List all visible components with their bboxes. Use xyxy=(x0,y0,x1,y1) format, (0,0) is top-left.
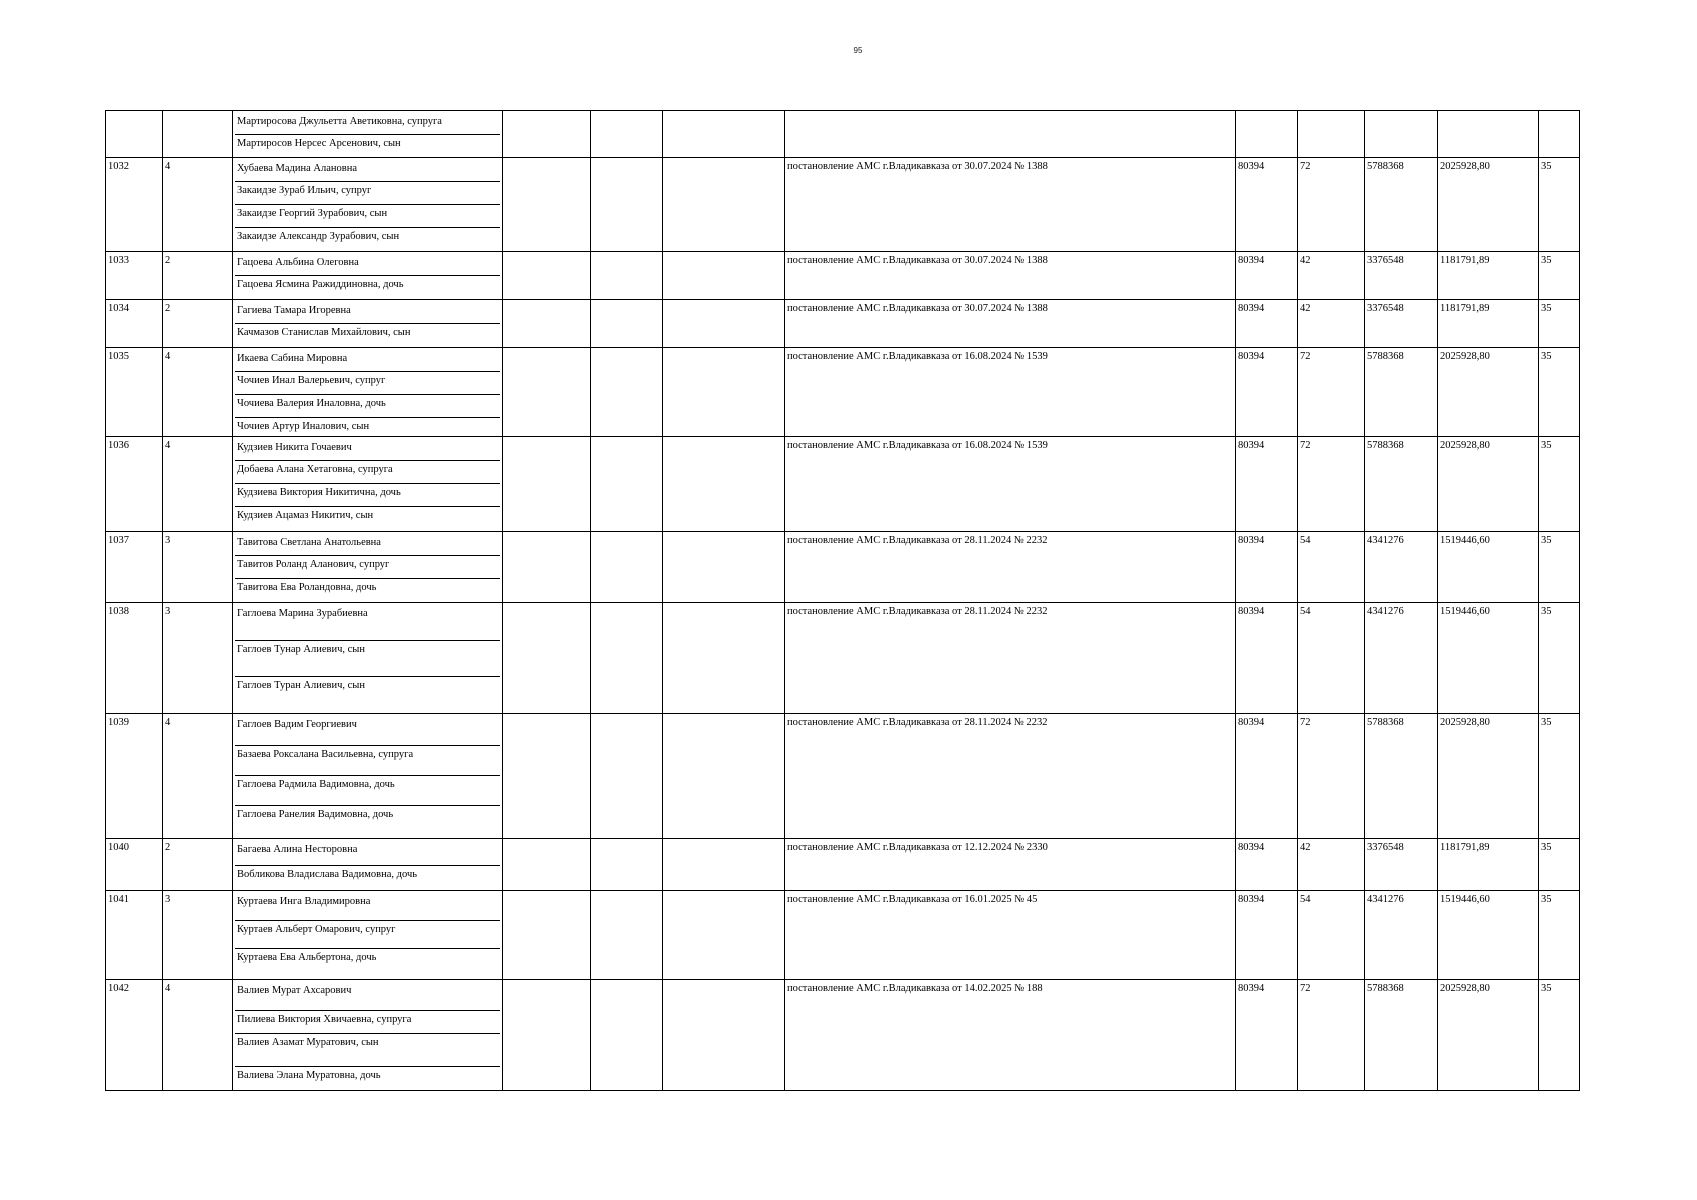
share-cell: 35 xyxy=(1539,839,1580,891)
record-number-cell: 1041 xyxy=(106,891,163,980)
blank-cell-2 xyxy=(591,603,663,714)
table-row xyxy=(106,348,1580,437)
resolution-cell: постановление АМС г.Владикавказа от 30.07.2024 № 1388 xyxy=(785,300,1236,348)
family-member: Валиев Мурат Ахсарович xyxy=(235,982,500,1011)
family-size-cell: 2 xyxy=(163,300,233,348)
price-cell: 5788368 xyxy=(1365,348,1438,437)
area-cell: 54 xyxy=(1298,603,1365,714)
family-member: Закаидзе Зураб Ильич, супруг xyxy=(235,182,500,205)
share-cell: 35 xyxy=(1539,158,1580,252)
table-row xyxy=(106,437,1580,532)
blank-cell-2 xyxy=(591,158,663,252)
family-member: Гацоева Ясмина Ражиддиновна, дочь xyxy=(237,279,404,290)
record-number-cell: 1035 xyxy=(106,348,163,437)
area-cell: 72 xyxy=(1298,437,1365,532)
family-member: Гацоева Альбина Олеговна xyxy=(235,254,500,276)
family-size-cell: 4 xyxy=(163,158,233,252)
code-cell: 80394 xyxy=(1236,980,1298,1091)
family-members-cell xyxy=(233,252,503,300)
family-member: Валиева Элана Муратовна, дочь xyxy=(237,1070,381,1081)
blank-cell-1 xyxy=(503,891,591,980)
code-cell: 80394 xyxy=(1236,300,1298,348)
table-row xyxy=(106,252,1580,300)
amount-cell: 2025928,80 xyxy=(1438,437,1539,532)
price-cell: 5788368 xyxy=(1365,437,1438,532)
blank-cell-2 xyxy=(591,532,663,603)
code-cell xyxy=(1236,111,1298,158)
resolution-cell: постановление АМС г.Владикавказа от 12.12.2024 № 2330 xyxy=(785,839,1236,891)
blank-cell-2 xyxy=(591,714,663,839)
blank-cell-3 xyxy=(663,252,785,300)
family-size-cell: 2 xyxy=(163,839,233,891)
table-row xyxy=(106,603,1580,714)
page-number: 95 xyxy=(853,46,863,55)
area-cell: 42 xyxy=(1298,839,1365,891)
blank-cell-3 xyxy=(663,839,785,891)
amount-cell: 2025928,80 xyxy=(1438,158,1539,252)
family-members-cell xyxy=(233,300,503,348)
price-cell: 5788368 xyxy=(1365,714,1438,839)
blank-cell-1 xyxy=(503,980,591,1091)
family-member: Куртаева Инга Владимировна xyxy=(235,893,500,921)
blank-cell-1 xyxy=(503,839,591,891)
family-members-cell xyxy=(233,437,503,532)
family-size-cell: 4 xyxy=(163,714,233,839)
price-cell: 5788368 xyxy=(1365,158,1438,252)
resolution-cell: постановление АМС г.Владикавказа от 14.02.2025 № 188 xyxy=(785,980,1236,1091)
area-cell: 72 xyxy=(1298,348,1365,437)
table-row xyxy=(106,891,1580,980)
blank-cell-3 xyxy=(663,437,785,532)
family-member: Кудзиев Ацамаз Никитич, сын xyxy=(237,510,374,521)
family-size-cell: 2 xyxy=(163,252,233,300)
price-cell: 3376548 xyxy=(1365,300,1438,348)
family-member: Гаглоев Тунар Алиевич, сын xyxy=(235,641,500,677)
table-row xyxy=(106,300,1580,348)
blank-cell-2 xyxy=(591,111,663,158)
table-row xyxy=(106,980,1580,1091)
code-cell: 80394 xyxy=(1236,532,1298,603)
family-member: Добаева Алана Хетаговна, супруга xyxy=(235,461,500,484)
price-cell: 4341276 xyxy=(1365,532,1438,603)
blank-cell-2 xyxy=(591,300,663,348)
record-number-cell: 1032 xyxy=(106,158,163,252)
area-cell: 72 xyxy=(1298,714,1365,839)
code-cell: 80394 xyxy=(1236,437,1298,532)
area-cell: 54 xyxy=(1298,891,1365,980)
amount-cell: 1519446,60 xyxy=(1438,532,1539,603)
family-size-cell: 3 xyxy=(163,891,233,980)
table-row xyxy=(106,839,1580,891)
area-cell: 42 xyxy=(1298,252,1365,300)
price-cell: 3376548 xyxy=(1365,252,1438,300)
family-member: Тавитова Ева Роландовна, дочь xyxy=(237,582,377,593)
family-member: Закаидзе Георгий Зурабович, сын xyxy=(235,205,500,228)
amount-cell: 1181791,89 xyxy=(1438,839,1539,891)
family-member: Гаглоев Туран Алиевич, сын xyxy=(237,680,365,691)
family-member: Вобликова Владислава Вадимовна, дочь xyxy=(237,869,418,880)
amount-cell xyxy=(1438,111,1539,158)
price-cell: 3376548 xyxy=(1365,839,1438,891)
family-members-cell xyxy=(233,891,503,980)
record-number-cell: 1036 xyxy=(106,437,163,532)
resolution-cell: постановление АМС г.Владикавказа от 30.07.2024 № 1388 xyxy=(785,252,1236,300)
family-member: Закаидзе Александр Зурабович, сын xyxy=(237,231,400,242)
share-cell: 35 xyxy=(1539,891,1580,980)
blank-cell-1 xyxy=(503,437,591,532)
family-member: Гагиева Тамара Игоревна xyxy=(235,302,500,324)
table-row xyxy=(106,158,1580,252)
family-member: Куртаева Ева Альбертона, дочь xyxy=(237,952,377,963)
blank-cell-1 xyxy=(503,714,591,839)
family-member: Чочиева Валерия Иналовна, дочь xyxy=(235,395,500,418)
area-cell: 54 xyxy=(1298,532,1365,603)
blank-cell-1 xyxy=(503,252,591,300)
family-size-cell: 4 xyxy=(163,980,233,1091)
area-cell xyxy=(1298,111,1365,158)
blank-cell-1 xyxy=(503,603,591,714)
record-number-cell: 1033 xyxy=(106,252,163,300)
code-cell: 80394 xyxy=(1236,839,1298,891)
blank-cell-3 xyxy=(663,300,785,348)
registry-body xyxy=(106,111,1580,1091)
resolution-cell: постановление АМС г.Владикавказа от 28.11.2024 № 2232 xyxy=(785,603,1236,714)
family-size-cell xyxy=(163,111,233,158)
record-number-cell: 1034 xyxy=(106,300,163,348)
share-cell: 35 xyxy=(1539,348,1580,437)
family-members-cell xyxy=(233,158,503,252)
record-number-cell: 1038 xyxy=(106,603,163,714)
blank-cell-2 xyxy=(591,891,663,980)
family-member: Хубаева Мадина Алановна xyxy=(235,160,500,182)
family-member: Гаглоева Ранелия Вадимовна, дочь xyxy=(237,809,394,820)
family-member: Валиев Азамат Муратович, сын xyxy=(235,1034,500,1067)
code-cell: 80394 xyxy=(1236,603,1298,714)
code-cell: 80394 xyxy=(1236,714,1298,839)
record-number-cell: 1037 xyxy=(106,532,163,603)
code-cell: 80394 xyxy=(1236,348,1298,437)
blank-cell-1 xyxy=(503,111,591,158)
blank-cell-3 xyxy=(663,111,785,158)
price-cell xyxy=(1365,111,1438,158)
family-member: Мартиросов Нерсес Арсенович, сын xyxy=(237,138,401,149)
family-member: Мартиросова Джульетта Аветиковна, супруга xyxy=(235,113,500,135)
area-cell: 72 xyxy=(1298,980,1365,1091)
family-member: Багаева Алина Несторовна xyxy=(235,841,500,866)
blank-cell-1 xyxy=(503,348,591,437)
blank-cell-2 xyxy=(591,980,663,1091)
code-cell: 80394 xyxy=(1236,158,1298,252)
family-size-cell: 4 xyxy=(163,348,233,437)
family-members-cell xyxy=(233,603,503,714)
resolution-cell xyxy=(785,111,1236,158)
amount-cell: 1181791,89 xyxy=(1438,252,1539,300)
table-row xyxy=(106,532,1580,603)
blank-cell-2 xyxy=(591,839,663,891)
table-row xyxy=(106,714,1580,839)
family-member: Тавитова Светлана Анатольевна xyxy=(235,534,500,556)
family-member: Тавитов Роланд Аланович, супруг xyxy=(235,556,500,579)
resolution-cell: постановление АМС г.Владикавказа от 30.07.2024 № 1388 xyxy=(785,158,1236,252)
blank-cell-3 xyxy=(663,891,785,980)
family-member: Кудзиев Никита Гочаевич xyxy=(235,439,500,461)
family-members-cell xyxy=(233,714,503,839)
share-cell: 35 xyxy=(1539,437,1580,532)
family-member: Гаглоев Вадим Георгиевич xyxy=(235,716,500,746)
blank-cell-3 xyxy=(663,348,785,437)
amount-cell: 2025928,80 xyxy=(1438,348,1539,437)
share-cell: 35 xyxy=(1539,603,1580,714)
share-cell: 35 xyxy=(1539,532,1580,603)
family-member: Чочиев Артур Иналович, сын xyxy=(237,421,370,432)
price-cell: 4341276 xyxy=(1365,891,1438,980)
blank-cell-2 xyxy=(591,437,663,532)
family-member: Гаглоева Марина Зурабиевна xyxy=(235,605,500,641)
resolution-cell: постановление АМС г.Владикавказа от 16.08.2024 № 1539 xyxy=(785,437,1236,532)
share-cell: 35 xyxy=(1539,300,1580,348)
family-size-cell: 3 xyxy=(163,603,233,714)
family-members-cell xyxy=(233,532,503,603)
blank-cell-3 xyxy=(663,603,785,714)
amount-cell: 2025928,80 xyxy=(1438,980,1539,1091)
blank-cell-1 xyxy=(503,532,591,603)
family-members-cell xyxy=(233,839,503,891)
family-member: Икаева Сабина Мировна xyxy=(235,350,500,372)
blank-cell-3 xyxy=(663,714,785,839)
blank-cell-2 xyxy=(591,252,663,300)
share-cell: 35 xyxy=(1539,714,1580,839)
code-cell: 80394 xyxy=(1236,891,1298,980)
registry-table xyxy=(105,110,1580,1091)
blank-cell-1 xyxy=(503,300,591,348)
table-row xyxy=(106,111,1580,158)
code-cell: 80394 xyxy=(1236,252,1298,300)
record-number-cell xyxy=(106,111,163,158)
record-number-cell: 1039 xyxy=(106,714,163,839)
resolution-cell: постановление АМС г.Владикавказа от 28.11.2024 № 2232 xyxy=(785,532,1236,603)
family-member: Пилиева Виктория Хвичаевна, супруга xyxy=(235,1011,500,1034)
family-member: Чочиев Инал Валерьевич, супруг xyxy=(235,372,500,395)
family-member: Гаглоева Радмила Вадимовна, дочь xyxy=(235,776,500,806)
area-cell: 42 xyxy=(1298,300,1365,348)
blank-cell-3 xyxy=(663,532,785,603)
amount-cell: 1519446,60 xyxy=(1438,891,1539,980)
area-cell: 72 xyxy=(1298,158,1365,252)
blank-cell-2 xyxy=(591,348,663,437)
family-member: Базаева Роксалана Васильевна, супруга xyxy=(235,746,500,776)
price-cell: 4341276 xyxy=(1365,603,1438,714)
record-number-cell: 1040 xyxy=(106,839,163,891)
family-size-cell: 3 xyxy=(163,532,233,603)
record-number-cell: 1042 xyxy=(106,980,163,1091)
resolution-cell: постановление АМС г.Владикавказа от 16.08.2024 № 1539 xyxy=(785,348,1236,437)
amount-cell: 2025928,80 xyxy=(1438,714,1539,839)
amount-cell: 1519446,60 xyxy=(1438,603,1539,714)
share-cell xyxy=(1539,111,1580,158)
family-member: Качмазов Станислав Михайлович, сын xyxy=(237,327,411,338)
share-cell: 35 xyxy=(1539,980,1580,1091)
amount-cell: 1181791,89 xyxy=(1438,300,1539,348)
price-cell: 5788368 xyxy=(1365,980,1438,1091)
resolution-cell: постановление АМС г.Владикавказа от 28.11.2024 № 2232 xyxy=(785,714,1236,839)
blank-cell-3 xyxy=(663,980,785,1091)
resolution-cell: постановление АМС г.Владикавказа от 16.01.2025 № 45 xyxy=(785,891,1236,980)
blank-cell-3 xyxy=(663,158,785,252)
share-cell: 35 xyxy=(1539,252,1580,300)
family-members-cell xyxy=(233,111,503,158)
family-member: Кудзиева Виктория Никитична, дочь xyxy=(235,484,500,507)
blank-cell-1 xyxy=(503,158,591,252)
family-size-cell: 4 xyxy=(163,437,233,532)
family-members-cell xyxy=(233,348,503,437)
family-members-cell xyxy=(233,980,503,1091)
family-member: Куртаев Альберт Омарович, супруг xyxy=(235,921,500,949)
